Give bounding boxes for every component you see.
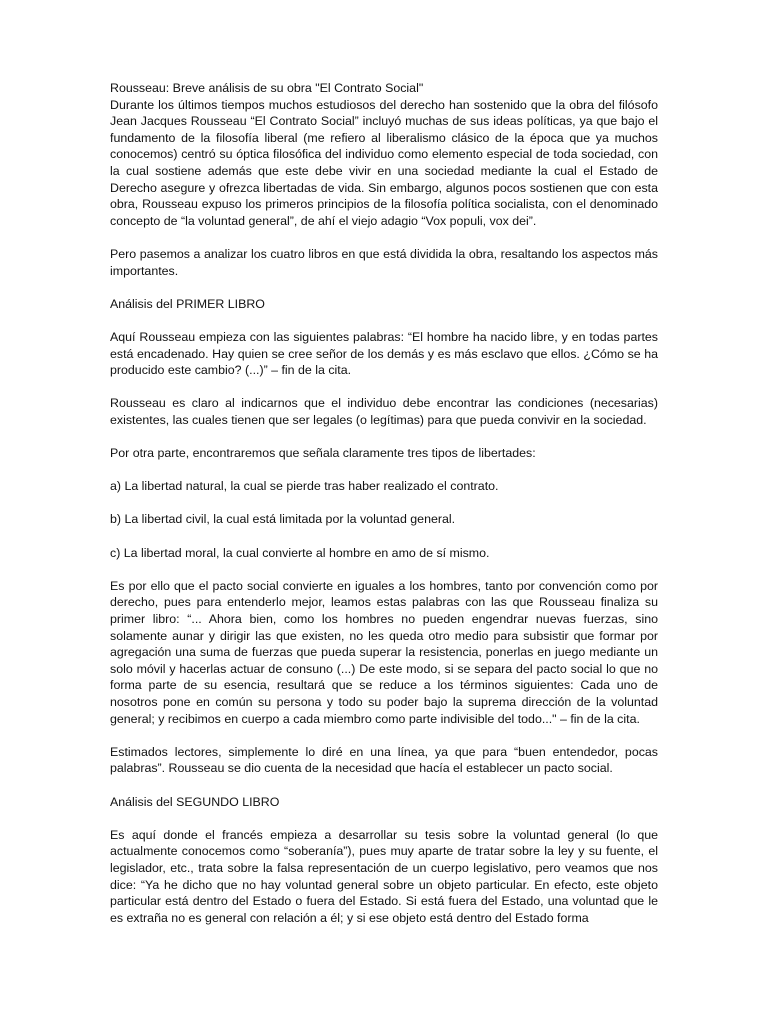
general-will-paragraph: Es aquí donde el francés empieza a desarrollar su tesis sobre la voluntad general (lo que actualmente conocemos como “soberanía”), pues muy aparte de tratar sobre la ley y su fuente, el legislador, etc., trata sobre la falsa representación de un cuerpo legislativo, pero veamos que nos dice: “Ya he dicho que no hay voluntad general sobre un objeto particular. En efecto, este objeto particular está dentro del Estado o fuera del Estado. Si está fuera del Estado, una voluntad que le es extraña no es general con relación a él; y si ese objeto está dentro del Estado forma xyxy=(110,827,658,925)
conditions-paragraph: Rousseau es claro al indicarnos que el individuo debe encontrar las condiciones (necesarias) existentes, las cuales tienen que ser legales (o legítimas) para que pueda convivir en la sociedad. xyxy=(110,396,658,427)
list-item-b: b) La libertad civil, la cual está limitada por la voluntad general. xyxy=(110,512,456,527)
readers-paragraph: Estimados lectores, simplemente lo diré en una línea, ya que para “buen entendedor, pocas palabras”. Rousseau se dio cuenta de la necesidad que hacía el establecer un pacto social. xyxy=(110,744,658,776)
document-title: Rousseau: Breve análisis de su obra "El Contrato Social" xyxy=(110,81,424,95)
list-item-c: c) La libertad moral, la cual convierte al hombre en amo de sí mismo. xyxy=(110,545,490,560)
intro-block xyxy=(110,80,658,229)
document-page xyxy=(110,80,658,943)
list-item-a: a) La libertad natural, la cual se pierde tras haber realizado el contrato. xyxy=(110,479,499,494)
intro-paragraph: Durante los últimos tiempos muchos estudiosos del derecho han sostenido que la obra del filósofo Jean Jacques Rousseau “El Contrato Social” incluyó muchas de sus ideas políticas, ya que bajo el fundamento de la filosofía liberal (me refiero al liberalismo clásico de la época que ya muchos conocemos) centró su óptica filosófica del individuo como elemento especial de toda sociedad, con la cual sostiene además que este debe vivir en una sociedad mediante la cual el Estado de Derecho asegure y ofrezca libertadas de vida. Sin embargo, algunos pocos sostienen que con esta obra, Rousseau expuso los primeros principios de la filosofía política socialista, con el denominado concepto de “la voluntad general”, de ahí el viejo adagio “Vox populi, vox dei”. xyxy=(110,97,658,228)
liberties-intro: Por otra parte, encontraremos que señala claramente tres tipos de libertades: xyxy=(110,446,536,461)
pact-paragraph: Es por ello que el pacto social convierte en iguales a los hombres, tanto por convención como por derecho, pues para entenderlo mejor, leamos estas palabras con las que Rousseau finaliza su primer libro: “... Ahora bien, como los hombres no pueden engendrar nuevas fuerzas, sino solamente aunar y dirigir las que existen, no les queda otro medio para subsistir que formar por agregación una suma de fuerzas que pueda superar la resistencia, ponerlas en juego mediante un solo móvil y hacerlas actuar de consuno (...) De este modo, si se separa del pacto social lo que no forma parte de su esencia, resultará que se reduce a los términos siguientes: Cada uno de nosotros pone en común su persona y todo su poder bajo la suprema dirección de la voluntad general; y recibimos en cuerpo a cada miembro como parte indivisible del todo..." – fin de la cita. xyxy=(110,578,658,726)
heading-segundo-libro: Análisis del SEGUNDO LIBRO xyxy=(110,794,280,809)
quote-paragraph: Aquí Rousseau empieza con las siguientes palabras: “El hombre ha nacido libre, y en todas partes está encadenado. Hay quien se cree señor de los demás y es más esclavo que ellos. ¿Cómo se ha producido este cambio? (...)” – fin de la cita. xyxy=(110,329,658,378)
books-paragraph: Pero pasemos a analizar los cuatro libros en que está dividida la obra, resaltando los aspectos más importantes. xyxy=(110,246,658,278)
heading-primer-libro: Análisis del PRIMER LIBRO xyxy=(110,296,265,311)
